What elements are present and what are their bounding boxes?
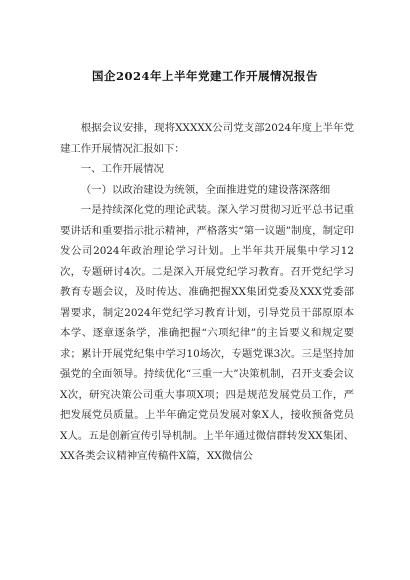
- section-heading: 一、工作开展情况: [80, 163, 164, 175]
- intro-paragraph: 根据会议安排，现将XXXXX公司党支部2024年度上半年党建工作开展情况汇报如下：: [60, 122, 354, 155]
- document-body: [60, 118, 354, 467]
- body-paragraph: 一是持续深化党的理论武装。深入学习贯彻习近平总书记重要讲话和重要指示批示精神，严格落实“第一议题”制度，制定印发公司2024年政治理论学习计划。上半年共开展集中学习12次，专题研讨4次。二是深入开展党纪学习教育。召开党纪学习教育专题会议，及时传达、准确把握XX集团党委及XXX党委部署要求，制定2024年党纪学习教育计划，引导党员干部原原本本学、逐章逐条学，准确把握“六项纪律”的主旨要义和规定要求；累计开展党纪集中学习10场次，专题党课3次。三是坚持加强党的全面领导。持续优化“三重一大”决策机制，召开支委会议X次，研究决策公司重大事项X项；四是规范发展党员工作，严把发展党员质量。上半年确定党员发展对象X人，接收预备党员X人。五是创新宣传引导机制。上半年通过微信群转发XX集团、XX各类会议精神宣传稿件X篇，XX微信公: [60, 204, 354, 462]
- document-title: 国企2024年上半年党建工作开展情况报告: [91, 69, 318, 83]
- subsection-heading: （一）以政治建设为统领，全面推进党的建设落深落细: [80, 183, 331, 196]
